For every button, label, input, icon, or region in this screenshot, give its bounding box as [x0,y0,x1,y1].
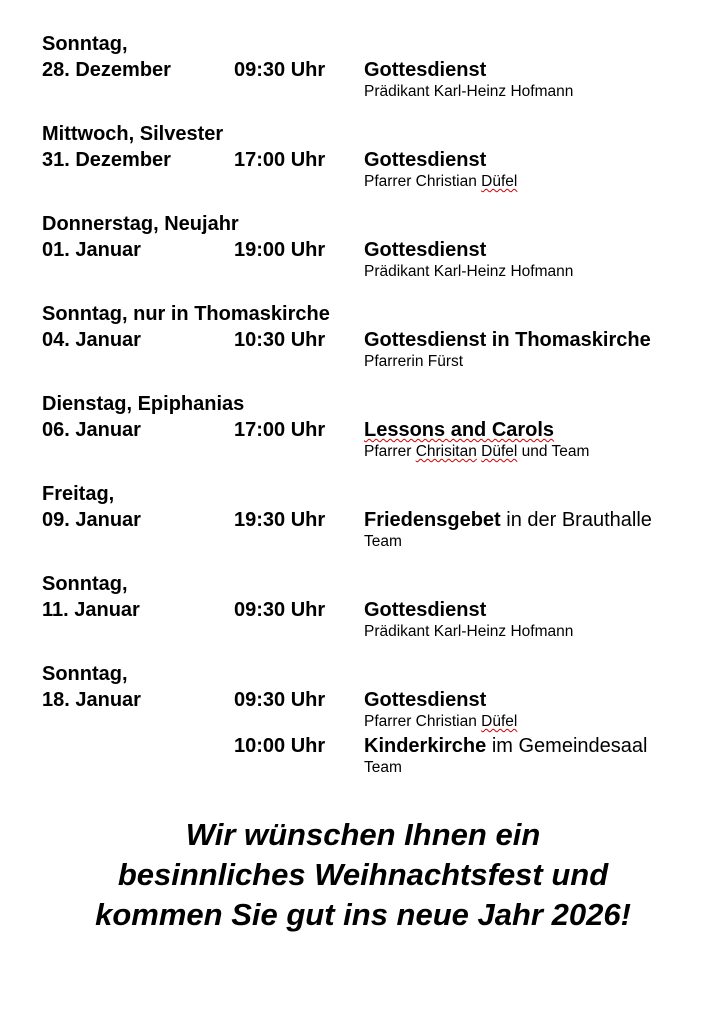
service-date: 18. Januar [42,689,141,711]
service-date: 11. Januar [42,599,140,621]
closing-message [0,815,726,935]
service-event [364,734,647,758]
service-person [364,442,589,462]
event-title: Lessons and Carols [364,419,555,441]
service-date: 01. Januar [42,239,141,261]
service-time: 19:30 Uhr [234,509,326,531]
person-name-part: Team [364,759,402,776]
person-name-part: Prädikant Karl-Heinz Hofmann [364,263,574,280]
person-name-part: Prädikant Karl-Heinz Hofmann [364,83,574,100]
service-time: 17:00 Uhr [234,149,326,171]
service-time: 09:30 Uhr [234,599,326,621]
event-title: Gottesdienst [364,59,487,81]
service-event [364,238,486,262]
person-name-part: Pfarrerin Fürst [364,353,464,370]
service-event [364,328,651,352]
schedule-entry [42,122,702,212]
service-time: 09:30 Uhr [234,689,326,711]
service-event [364,598,486,622]
service-person [364,532,402,552]
service-row [42,328,702,374]
service-time: 10:00 Uhr [234,735,326,757]
service-row [42,148,702,194]
event-title: Kinderkirche [364,735,487,757]
closing-line: besinnliches Weihnachtsfest und [117,857,609,892]
service-date: 31. Dezember [42,149,171,171]
service-row [42,238,702,284]
person-name-part: Düfel [481,443,518,460]
service-time: 19:00 Uhr [234,239,326,261]
service-person [364,712,517,732]
service-date: 06. Januar [42,419,141,441]
service-person [364,262,573,282]
service-event [364,508,652,532]
schedule [42,32,702,812]
day-label: Freitag, [42,483,115,505]
person-name-part: und Team [517,443,590,460]
event-title: Friedensgebet [364,509,501,531]
schedule-entry [42,662,702,812]
person-name-part: Düfel [481,713,518,730]
service-person [364,82,573,102]
day-label: Sonntag, [42,663,128,685]
person-name-part: Chrisitan [415,443,477,460]
schedule-entry [42,392,702,482]
event-title: Gottesdienst [364,239,487,261]
day-label: Sonntag, [42,33,128,55]
service-event [364,418,554,442]
service-event [364,58,486,82]
service-person [364,172,517,192]
day-label: Donnerstag, Neujahr [42,213,239,235]
schedule-entry [42,212,702,302]
person-name-part: Pfarrer Christian [364,173,482,190]
event-title: Gottesdienst [364,149,487,171]
service-event [364,688,486,712]
closing-line: kommen Sie gut ins neue Jahr 2026! [95,897,631,932]
service-row [42,688,702,734]
person-name-part: Pfarrer [364,443,416,460]
service-event [364,148,486,172]
person-name-part: Prädikant Karl-Heinz Hofmann [364,623,574,640]
service-time: 09:30 Uhr [234,59,326,81]
schedule-entry [42,572,702,662]
service-row [42,418,702,464]
service-person [364,352,463,372]
person-name-part: Team [364,533,402,550]
service-person [364,758,402,778]
event-title: Gottesdienst [364,689,487,711]
service-row [42,508,702,554]
event-location: in der Brauthalle [500,509,652,531]
day-label: Sonntag, nur in Thomaskirche [42,303,330,325]
event-title: Gottesdienst in Thomaskirche [364,329,651,351]
service-date: 09. Januar [42,509,141,531]
service-row [42,58,702,104]
service-row [42,598,702,644]
schedule-entry [42,482,702,572]
schedule-entry [42,32,702,122]
service-row [42,734,702,780]
day-label: Mittwoch, Silvester [42,123,224,145]
event-title: Gottesdienst [364,599,487,621]
schedule-entry [42,302,702,392]
service-time: 10:30 Uhr [234,329,326,351]
service-date: 04. Januar [42,329,141,351]
event-location: im Gemeindesaal [486,735,648,757]
closing-line: Wir wünschen Ihnen ein [185,817,541,852]
person-name-part: Düfel [481,173,518,190]
person-name-part: Pfarrer Christian [364,713,482,730]
day-label: Dienstag, Epiphanias [42,393,245,415]
service-time: 17:00 Uhr [234,419,326,441]
service-date: 28. Dezember [42,59,171,81]
service-person [364,622,573,642]
day-label: Sonntag, [42,573,128,595]
